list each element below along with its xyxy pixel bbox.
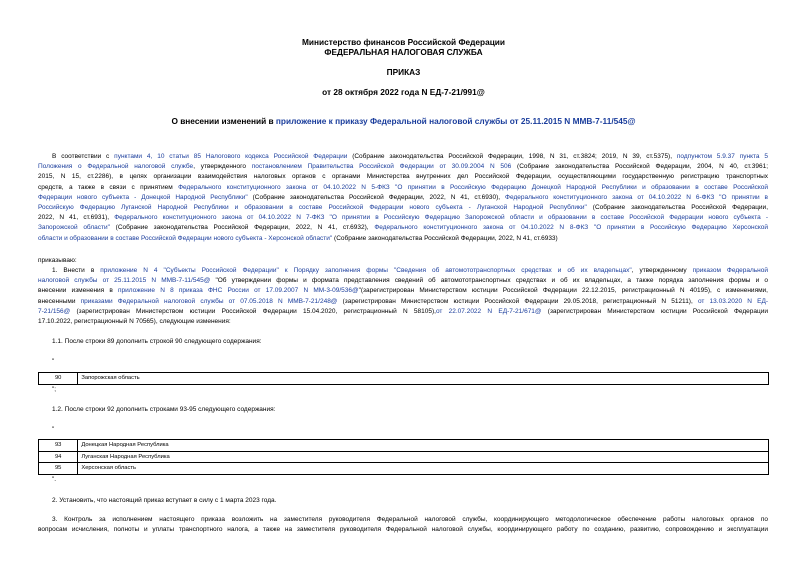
- table-row: [39, 440, 769, 452]
- legal-reference-link[interactable]: Запорожской области": [38, 224, 110, 232]
- legal-reference-link[interactable]: пунктами 4, 10 статьи 85 Налогового кодекса Российской Федерации: [114, 153, 348, 160]
- text-run: 2015, N 15, ст.2286), в целях организации взаимодействия налоговых органов с органами Министерства внутренних дел Российской Федерации, осуществляющими государственную регистрацию транспортных: [38, 173, 768, 181]
- legal-reference-link[interactable]: подпунктом 5.9.37 пункта 5: [676, 153, 768, 160]
- paragraph-line: [38, 297, 768, 307]
- legal-reference-link[interactable]: Федерального конституционного закона от 04.10.2022 N 8-ФКЗ "О принятии в Российскую Федерацию Херсонской: [374, 224, 768, 232]
- text-run: "Об утверждении формы и формата представления сведений об автомототранспортных средствах и об их владельцах, а также порядка заполнения формы и о: [210, 277, 768, 285]
- item-3-line: вопросам исчисления, полноты и уплаты транспортного налога, а также на заместителя руководителя Федеральной налоговой службы, координирующего работу по созданию, развитию, сопровождению и эксплуатации: [38, 526, 768, 534]
- text-run: (зарегистрирован Министерством юстиции Российской Федерации 29.05.2018, регистрационный N 51211),: [337, 297, 698, 305]
- legal-reference-link[interactable]: от 13.03.2020 N ЕД-: [697, 297, 768, 305]
- preamble-paragraph: [38, 152, 768, 244]
- legal-reference-link[interactable]: от 22.07.2022 N ЕД-7-21/671@: [435, 307, 542, 315]
- text-run: "(зарегистрирован Министерством юстиции Российской Федерации 22.12.2015, регистрационный N 40195), с изменениями,: [358, 287, 768, 295]
- text-run: внесении изменения в: [38, 287, 119, 295]
- item-1-paragraph: [38, 266, 768, 327]
- doc-date: от 28 октября 2022 года N ЕД-7-21/991@: [322, 87, 485, 97]
- open-quote: ": [52, 426, 55, 433]
- legal-reference-link[interactable]: Федерального конституционного закона от 04.10.2022 N 7-ФКЗ "О принятии в Российскую Федерацию Запорожской области и образовании в составе Российской Федерации нового субъекта -: [114, 214, 768, 222]
- table-row: [39, 451, 769, 463]
- doc-title: [0, 116, 807, 126]
- title-prefix: О внесении изменений в: [171, 116, 276, 126]
- legal-reference-link[interactable]: Федерального конституционного закона от 04.10.2022 N 5-ФКЗ "О принятии в Российскую Федерацию Донецкой Народной Республики и образовании в составе Российской: [178, 183, 768, 191]
- paragraph-line: [38, 307, 768, 317]
- legal-reference-link[interactable]: постановлением Правительства Российской Федерации от 30.09.2004 N 506: [251, 163, 512, 171]
- service-name: ФЕДЕРАЛЬНАЯ НАЛОГОВАЯ СЛУЖБА: [324, 47, 483, 57]
- text-run: 2022, N 41, ст.6931),: [38, 214, 115, 222]
- legal-reference-link[interactable]: налоговой службы от 25.11.2015 N ММВ-7-11/545@: [38, 277, 211, 285]
- doc-type: ПРИКАЗ: [386, 67, 421, 77]
- text-run: (Собрание законодательства Российской Федерации, 2022, N 41, ст.6933): [332, 234, 558, 242]
- paragraph-line: [38, 213, 768, 223]
- paragraph-line: [38, 286, 768, 296]
- paragraph-line: [38, 276, 768, 286]
- item-2: 2. Установить, что настоящий приказ вступает в силу с 1 марта 2023 года.: [52, 497, 277, 504]
- close-quote: ".: [52, 476, 57, 483]
- legal-reference-link[interactable]: приказом Федеральной: [692, 267, 768, 274]
- legal-reference-link[interactable]: приказами Федеральной налоговой службы от 07.05.2018 N ММВ-7-21/248@: [80, 297, 338, 305]
- text-run: (зарегистрирован Министерством юстиции Российской Федерации 15.04.2020, регистрационный N 58105),: [70, 307, 436, 315]
- legal-reference-link[interactable]: Положения о Федеральной налоговой службе: [38, 163, 194, 171]
- text-run: средств, а также в связи с принятием: [38, 183, 179, 191]
- legal-reference-link[interactable]: Федерального конституционного закона от 04.10.2022 N 6-ФКЗ "О принятии в: [505, 193, 768, 201]
- paragraph-line: [38, 203, 768, 213]
- text-run: , утвержденному: [631, 267, 693, 274]
- text-run: (Собрание законодательства Российской Федерации, 1998, N 31, ст.3824; 2019, N 39, ст.5375),: [347, 153, 677, 160]
- legal-reference-link[interactable]: Российскую Федерацию Луганской Народной Республики и образовании в составе Российской Федерации нового субъекта - Луганской Народной Республики": [38, 203, 587, 211]
- table-row: [39, 373, 769, 385]
- text-run: В соответствии с: [52, 153, 115, 160]
- legal-reference-link[interactable]: приложение N 8 приказа ФНС России от 17.09.2007 N ММ-3-09/536@: [118, 287, 359, 295]
- title-link[interactable]: приложение к приказу Федеральной налоговой службы от 25.11.2015 N ММВ-7-11/545@: [275, 116, 636, 126]
- paragraph-line: [38, 172, 768, 182]
- ministry-name: Министерство финансов Российской Федерации: [301, 37, 506, 47]
- text-run: (Собрание законодательства Российской Федерации, 2004, N 40, ст.3961;: [511, 163, 768, 171]
- region-code: 90: [39, 373, 78, 385]
- legal-reference-link[interactable]: области и образовании в составе Российской Федерации нового субъекта - Херсонской области": [38, 234, 333, 242]
- paragraph-line: [38, 234, 768, 244]
- region-code: 93: [39, 440, 78, 452]
- paragraph-line: [38, 317, 768, 327]
- text-run: (Собрание законодательства Российской Федерации, 2022, N 41, ст.6930),: [247, 193, 506, 201]
- region-name: Донецкая Народная Республика: [78, 440, 769, 452]
- table-row: [39, 463, 769, 475]
- paragraph-line: [38, 266, 768, 276]
- text-run: 1. Внести в: [52, 267, 101, 274]
- text-run: (Собрание законодательства Российской Федерации, 2022, N 41, ст.6932),: [109, 224, 375, 232]
- subitem-1-1-heading: 1.1. После строки 89 дополнить строкой 90 следующего содержания:: [52, 338, 262, 345]
- region-name: Херсонская область: [78, 463, 769, 475]
- text-run: (Собрание законодательства Российской Федерации,: [586, 203, 768, 211]
- close-quote: ";: [52, 386, 57, 393]
- paragraph-line: [38, 183, 768, 193]
- region-name: Запорожская область: [78, 373, 769, 385]
- open-quote: ": [52, 358, 55, 365]
- region-name: Луганская Народная Республика: [78, 451, 769, 463]
- text-run: , утвержденного: [193, 163, 252, 171]
- subitem-1-2-heading: 1.2. После строки 92 дополнить строками 93-95 следующего содержания:: [52, 406, 276, 413]
- legal-reference-link[interactable]: Федерации нового субъекта - Донецкой Народной Республики": [38, 193, 248, 201]
- paragraph-line: [38, 193, 768, 203]
- paragraph-line: [38, 162, 768, 172]
- text-run: (зарегистрирован Министерством юстиции Российской Федерации: [541, 307, 768, 315]
- region-code: 94: [39, 451, 78, 463]
- regions-table-1: [38, 372, 769, 385]
- paragraph-line: [38, 223, 768, 233]
- text-run: 17.10.2022, регистрационный N 70565), следующие изменения:: [38, 317, 231, 325]
- text-run: внесенными: [38, 297, 81, 305]
- regions-table-2: [38, 439, 769, 475]
- paragraph-line: [38, 152, 768, 162]
- legal-reference-link[interactable]: 7-21/156@: [38, 307, 71, 315]
- order-word: приказываю:: [38, 257, 77, 264]
- item-3-paragraph: [38, 515, 768, 535]
- region-code: 95: [39, 463, 78, 475]
- legal-reference-link[interactable]: приложение N 4 "Субъекты Российской Федерации" к Порядку заполнения формы "Сведения об автомототранспортных средствах и об их владельцах": [100, 267, 632, 274]
- item-3-line: 3. Контроль за исполнением настоящего приказа возложить на заместителя руководителя Федеральной налоговой службы, координирующего методологическое обеспечение работы налоговых органов по: [52, 516, 768, 523]
